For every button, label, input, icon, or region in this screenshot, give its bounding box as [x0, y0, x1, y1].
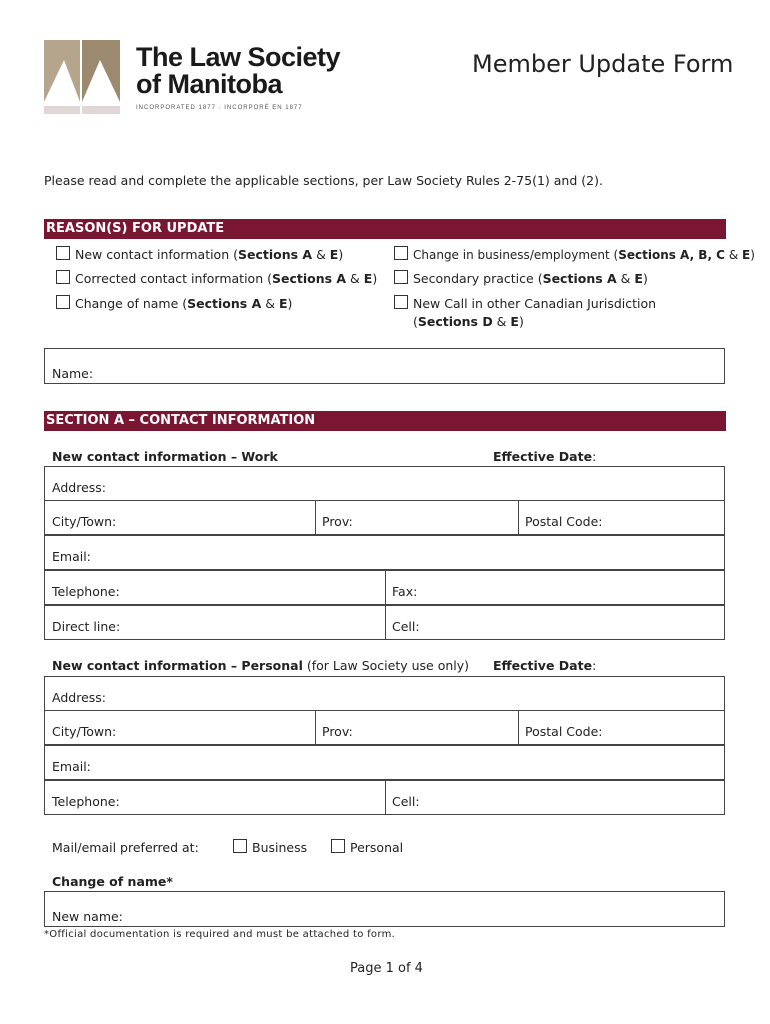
city-label: City/Town:	[52, 724, 117, 739]
page-number: Page 1 of 4	[350, 961, 423, 976]
org-name-line1: The Law Society	[136, 42, 341, 72]
checkbox[interactable]	[56, 270, 70, 284]
city-label: City/Town:	[52, 514, 117, 529]
checkbox[interactable]	[331, 839, 345, 853]
reason-text: )	[518, 314, 524, 329]
postal-field[interactable]	[518, 711, 726, 744]
direct-line-field[interactable]	[45, 606, 385, 639]
cell-label: Cell:	[392, 794, 420, 809]
reason-text: New contact information (	[75, 247, 238, 262]
personal-contact-heading	[52, 658, 469, 673]
reason-text: )	[642, 271, 648, 286]
colon: :	[592, 449, 597, 464]
reason-bold: E	[742, 248, 751, 262]
reason-bold: E	[510, 314, 519, 329]
work-address-row[interactable]	[44, 466, 725, 501]
postal-field[interactable]	[518, 501, 726, 534]
personal-effective-date[interactable]	[493, 658, 596, 673]
reason-secondary-practice[interactable]	[394, 270, 648, 286]
reason-text: Corrected contact information (	[75, 271, 272, 286]
reason-text: &	[346, 271, 364, 286]
fax-field[interactable]	[385, 571, 726, 604]
reason-new-contact[interactable]	[56, 246, 343, 262]
work-contact-heading: New contact information – Work	[52, 449, 278, 464]
name-field[interactable]	[44, 348, 725, 384]
org-tagline: INCORPORATED 1877 · INCORPORÉ EN 1877	[136, 105, 303, 111]
form-title: Member Update Form	[472, 50, 734, 78]
reason-bold: E	[634, 271, 643, 286]
reason-text: &	[616, 271, 635, 286]
reason-bold: E	[329, 247, 339, 262]
checkbox[interactable]	[56, 246, 70, 260]
mail-pref-personal[interactable]	[331, 839, 403, 855]
work-phone-row[interactable]	[44, 570, 725, 605]
telephone-label: Telephone:	[52, 794, 120, 809]
reason-bold: E	[363, 271, 373, 286]
postal-label: Postal Code:	[525, 514, 603, 529]
personal-email-row[interactable]	[44, 745, 725, 780]
work-direct-row[interactable]	[44, 605, 725, 640]
new-name-field[interactable]	[44, 891, 725, 927]
telephone-field[interactable]	[45, 781, 385, 814]
work-email-row[interactable]	[44, 535, 725, 570]
cell-field[interactable]	[385, 606, 726, 639]
effective-date-label: Effective Date	[493, 449, 593, 464]
reason-bold: Sections A	[187, 296, 262, 311]
checkbox[interactable]	[394, 246, 408, 260]
reason-bold: Sections A	[237, 247, 313, 262]
prov-label: Prov:	[322, 724, 353, 739]
cell-field[interactable]	[385, 781, 726, 814]
personal-note: (for Law Society use only)	[302, 658, 470, 673]
telephone-label: Telephone:	[52, 584, 120, 599]
reason-text: New Call in other Canadian Jurisdiction	[413, 296, 657, 311]
reason-text: )	[338, 247, 344, 262]
business-label: Business	[252, 840, 308, 855]
footnote: *Official documentation is required and must be attached to form.	[44, 929, 396, 940]
reason-text: )	[750, 248, 755, 262]
reason-new-call[interactable]	[394, 295, 656, 311]
reason-bold: Sections A, B, C	[618, 248, 725, 262]
reason-text: (	[413, 314, 418, 329]
org-name	[136, 44, 340, 98]
city-field[interactable]	[45, 501, 315, 534]
personal-label: Personal	[350, 840, 404, 855]
work-city-row[interactable]	[44, 500, 725, 535]
address-label: Address:	[52, 690, 106, 705]
reason-text: )	[372, 271, 378, 286]
colon: :	[592, 658, 597, 673]
prov-field[interactable]	[315, 501, 518, 534]
checkbox[interactable]	[56, 295, 70, 309]
mail-preference-label: Mail/email preferred at:	[52, 840, 199, 855]
personal-heading-bold: New contact information – Personal	[52, 658, 303, 673]
address-label: Address:	[52, 480, 106, 495]
personal-phone-row[interactable]	[44, 780, 725, 815]
mail-pref-business[interactable]	[233, 839, 307, 855]
direct-line-label: Direct line:	[52, 619, 121, 634]
telephone-field[interactable]	[45, 571, 385, 604]
reason-new-call-line2	[413, 314, 524, 329]
reason-bold: Sections D	[417, 314, 493, 329]
reason-bold: E	[278, 296, 288, 311]
reason-text: &	[312, 247, 330, 262]
reason-change-business[interactable]	[394, 246, 755, 262]
reason-bold: Sections A	[542, 271, 617, 286]
fax-label: Fax:	[392, 584, 418, 599]
section-a-heading: SECTION A – CONTACT INFORMATION	[44, 411, 726, 431]
checkbox[interactable]	[394, 295, 408, 309]
prov-label: Prov:	[322, 514, 353, 529]
reason-change-name[interactable]	[56, 295, 292, 311]
checkbox[interactable]	[233, 839, 247, 853]
work-effective-date[interactable]	[493, 449, 596, 464]
prov-field[interactable]	[315, 711, 518, 744]
intro-text: Please read and complete the applicable sections, per Law Society Rules 2-75(1) and (2).	[44, 173, 603, 188]
reason-text: Secondary practice (	[413, 271, 543, 286]
reason-text: )	[287, 296, 293, 311]
reason-text: &	[492, 314, 511, 329]
personal-city-row[interactable]	[44, 710, 725, 745]
org-name-line2: of Manitoba	[136, 69, 282, 99]
city-field[interactable]	[45, 711, 315, 744]
new-name-label: New name:	[52, 909, 123, 924]
reason-text: &	[261, 296, 279, 311]
reason-bold: Sections A	[271, 271, 347, 286]
checkbox[interactable]	[394, 270, 408, 284]
email-label: Email:	[52, 759, 91, 774]
name-label: Name:	[52, 366, 94, 381]
reason-text: &	[725, 248, 742, 262]
reason-corrected-contact[interactable]	[56, 270, 377, 286]
reason-text: Change in business/employment (	[413, 248, 619, 262]
cell-label: Cell:	[392, 619, 420, 634]
personal-address-row[interactable]	[44, 676, 725, 711]
reason-text: Change of name (	[75, 296, 188, 311]
email-label: Email:	[52, 549, 91, 564]
change-name-heading: Change of name*	[52, 874, 173, 889]
postal-label: Postal Code:	[525, 724, 603, 739]
reasons-heading: REASON(S) FOR UPDATE	[44, 219, 726, 239]
effective-date-label: Effective Date	[493, 658, 593, 673]
